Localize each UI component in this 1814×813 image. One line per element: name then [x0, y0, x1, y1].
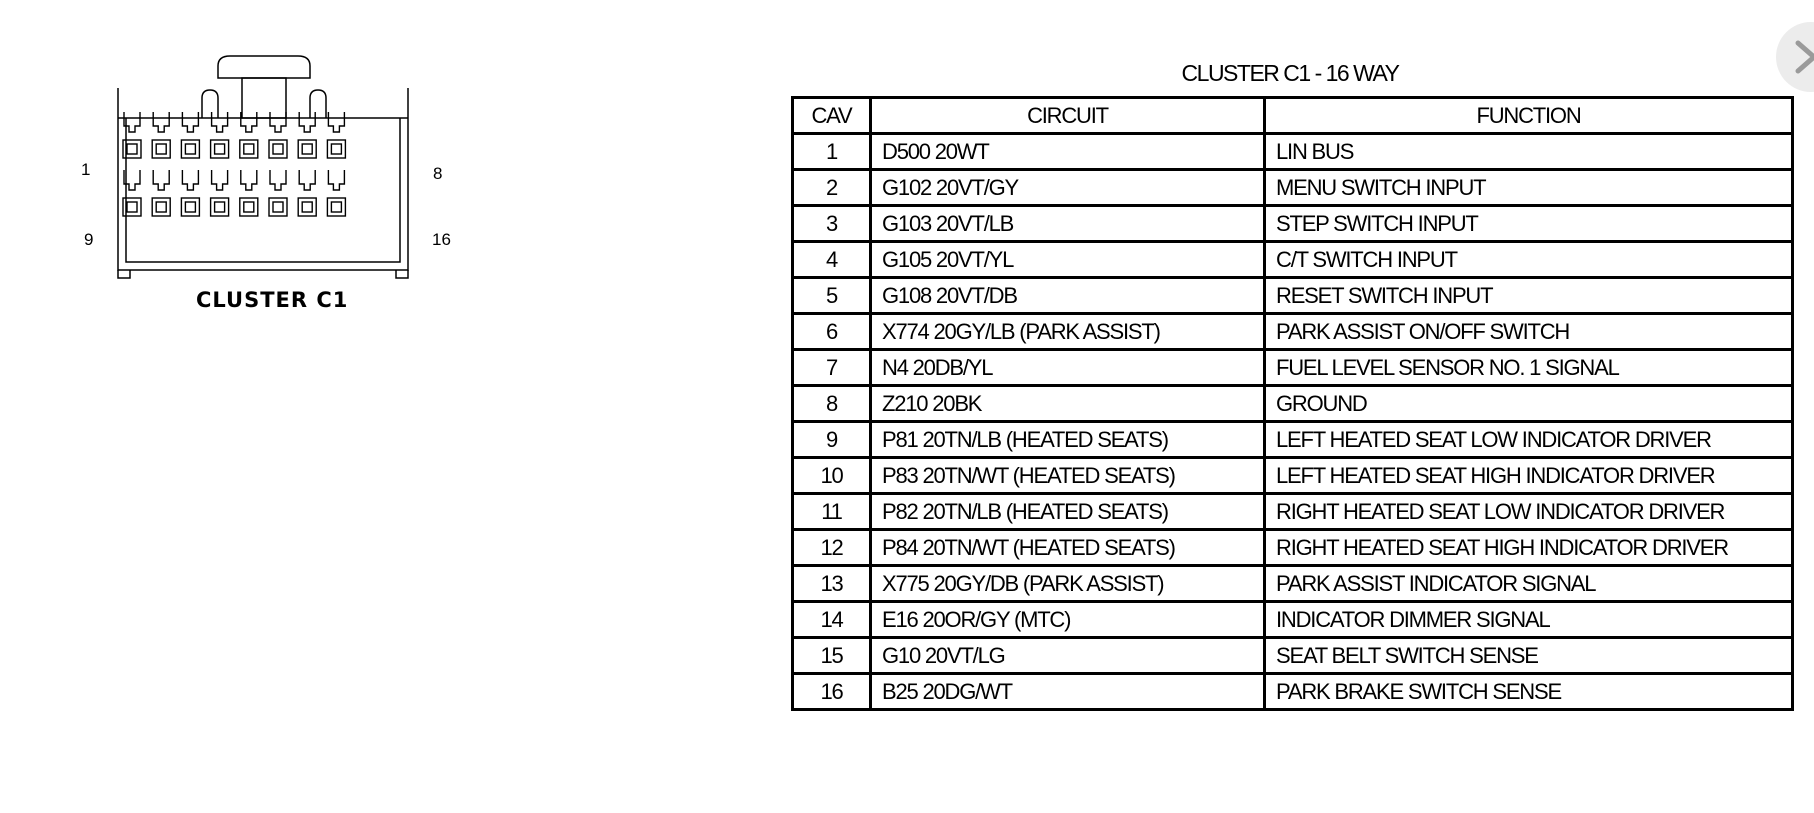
connector-label: CLUSTER C1: [196, 288, 349, 312]
cav-cell: 9: [793, 422, 871, 458]
cav-cell: 10: [793, 458, 871, 494]
terminal-cavity: [152, 198, 170, 216]
cav-cell: 8: [793, 386, 871, 422]
pin-16-label: 16: [432, 230, 451, 249]
table-row: [793, 314, 1793, 350]
terminal-tab: [153, 112, 169, 132]
function-cell: LEFT HEATED SEAT LOW INDICATOR DRIVER: [1265, 422, 1793, 458]
function-cell: INDICATOR DIMMER SIGNAL: [1265, 602, 1793, 638]
terminal-contact: [156, 144, 166, 154]
circuit-cell: X775 20GY/DB (PARK ASSIST): [871, 566, 1265, 602]
function-cell: PARK ASSIST ON/OFF SWITCH: [1265, 314, 1793, 350]
terminal-cavity: [327, 140, 345, 158]
pin-9-label: 9: [84, 230, 94, 249]
table-row: [793, 458, 1793, 494]
circuit-cell: P83 20TN/WT (HEATED SEATS): [871, 458, 1265, 494]
terminal-cavity: [269, 198, 287, 216]
terminal-tab: [212, 170, 228, 190]
table-row: [793, 170, 1793, 206]
terminal-contact: [331, 144, 341, 154]
table-row: [793, 422, 1793, 458]
terminal-tab: [212, 112, 228, 132]
table-row: [793, 602, 1793, 638]
function-cell: RESET SWITCH INPUT: [1265, 278, 1793, 314]
terminal-cavity: [211, 140, 229, 158]
table-row: [793, 674, 1793, 710]
circuit-cell: G103 20VT/LB: [871, 206, 1265, 242]
terminal-tab: [270, 112, 286, 132]
terminal-cavity: [240, 198, 258, 216]
terminal-contact: [215, 202, 225, 212]
terminal-contact: [302, 144, 312, 154]
terminal-cavity: [327, 198, 345, 216]
function-cell: PARK ASSIST INDICATOR SIGNAL: [1265, 566, 1793, 602]
table-row: [793, 566, 1793, 602]
terminal-contact: [215, 144, 225, 154]
function-cell: STEP SWITCH INPUT: [1265, 206, 1793, 242]
terminal-cavity: [269, 140, 287, 158]
table-row: [793, 134, 1793, 170]
table-row: [793, 242, 1793, 278]
cav-cell: 7: [793, 350, 871, 386]
terminal-cavity: [181, 140, 199, 158]
terminal-contact: [273, 144, 283, 154]
table-row: [793, 350, 1793, 386]
pinout-table: [791, 96, 1794, 711]
cav-cell: 12: [793, 530, 871, 566]
table-row: [793, 494, 1793, 530]
terminal-contact: [156, 202, 166, 212]
function-cell: SEAT BELT SWITCH SENSE: [1265, 638, 1793, 674]
cav-cell: 16: [793, 674, 871, 710]
cav-cell: 3: [793, 206, 871, 242]
terminal-tab: [299, 112, 315, 132]
pin-8-label: 8: [433, 164, 443, 183]
terminal-contact: [185, 144, 195, 154]
circuit-cell: P82 20TN/LB (HEATED SEATS): [871, 494, 1265, 530]
header-circuit: CIRCUIT: [871, 98, 1265, 134]
function-cell: RIGHT HEATED SEAT HIGH INDICATOR DRIVER: [1265, 530, 1793, 566]
terminal-contact: [273, 202, 283, 212]
header-cav: CAV: [793, 98, 871, 134]
terminal-cavity: [298, 198, 316, 216]
table-row: [793, 638, 1793, 674]
circuit-cell: B25 20DG/WT: [871, 674, 1265, 710]
cav-cell: 4: [793, 242, 871, 278]
table-row: [793, 386, 1793, 422]
terminal-tab: [153, 170, 169, 190]
chevron-right-icon: [1792, 40, 1814, 74]
cav-cell: 1: [793, 134, 871, 170]
circuit-cell: N4 20DB/YL: [871, 350, 1265, 386]
circuit-cell: E16 20OR/GY (MTC): [871, 602, 1265, 638]
function-cell: GROUND: [1265, 386, 1793, 422]
cav-cell: 13: [793, 566, 871, 602]
pin-1-label: 1: [81, 160, 91, 179]
function-cell: LIN BUS: [1265, 134, 1793, 170]
circuit-cell: Z210 20BK: [871, 386, 1265, 422]
circuit-cell: X774 20GY/LB (PARK ASSIST): [871, 314, 1265, 350]
function-cell: MENU SWITCH INPUT: [1265, 170, 1793, 206]
terminal-tab: [328, 170, 344, 190]
terminal-cavity: [298, 140, 316, 158]
cav-cell: 11: [793, 494, 871, 530]
cav-cell: 2: [793, 170, 871, 206]
circuit-cell: G108 20VT/DB: [871, 278, 1265, 314]
circuit-cell: D500 20WT: [871, 134, 1265, 170]
terminal-contact: [331, 202, 341, 212]
terminal-cavity: [211, 198, 229, 216]
terminal-tab: [328, 112, 344, 132]
cav-cell: 5: [793, 278, 871, 314]
terminal-contact: [185, 202, 195, 212]
terminal-contact: [302, 202, 312, 212]
cav-cell: 6: [793, 314, 871, 350]
terminal-tab: [182, 112, 198, 132]
function-cell: PARK BRAKE SWITCH SENSE: [1265, 674, 1793, 710]
header-row: [793, 98, 1793, 134]
terminal-contact: [244, 202, 254, 212]
terminal-tab: [299, 170, 315, 190]
terminal-contact: [127, 144, 137, 154]
circuit-cell: G102 20VT/GY: [871, 170, 1265, 206]
function-cell: C/T SWITCH INPUT: [1265, 242, 1793, 278]
function-cell: LEFT HEATED SEAT HIGH INDICATOR DRIVER: [1265, 458, 1793, 494]
function-cell: FUEL LEVEL SENSOR NO. 1 SIGNAL: [1265, 350, 1793, 386]
function-cell: RIGHT HEATED SEAT LOW INDICATOR DRIVER: [1265, 494, 1793, 530]
cav-cell: 15: [793, 638, 871, 674]
circuit-cell: G10 20VT/LG: [871, 638, 1265, 674]
table-row: [793, 278, 1793, 314]
cav-cell: 14: [793, 602, 871, 638]
circuit-cell: G105 20VT/YL: [871, 242, 1265, 278]
terminal-tab: [270, 170, 286, 190]
terminal-tab: [241, 170, 257, 190]
table-row: [793, 206, 1793, 242]
table-title: CLUSTER C1 - 16 WAY: [1181, 60, 1399, 86]
terminal-contact: [244, 144, 254, 154]
table-row: [793, 530, 1793, 566]
header-function: FUNCTION: [1265, 98, 1793, 134]
terminal-cavity: [181, 198, 199, 216]
terminal-cavity: [240, 140, 258, 158]
terminal-tab: [182, 170, 198, 190]
terminal-contact: [127, 202, 137, 212]
terminal-cavity: [152, 140, 170, 158]
terminal-tab: [241, 112, 257, 132]
circuit-cell: P81 20TN/LB (HEATED SEATS): [871, 422, 1265, 458]
circuit-cell: P84 20TN/WT (HEATED SEATS): [871, 530, 1265, 566]
